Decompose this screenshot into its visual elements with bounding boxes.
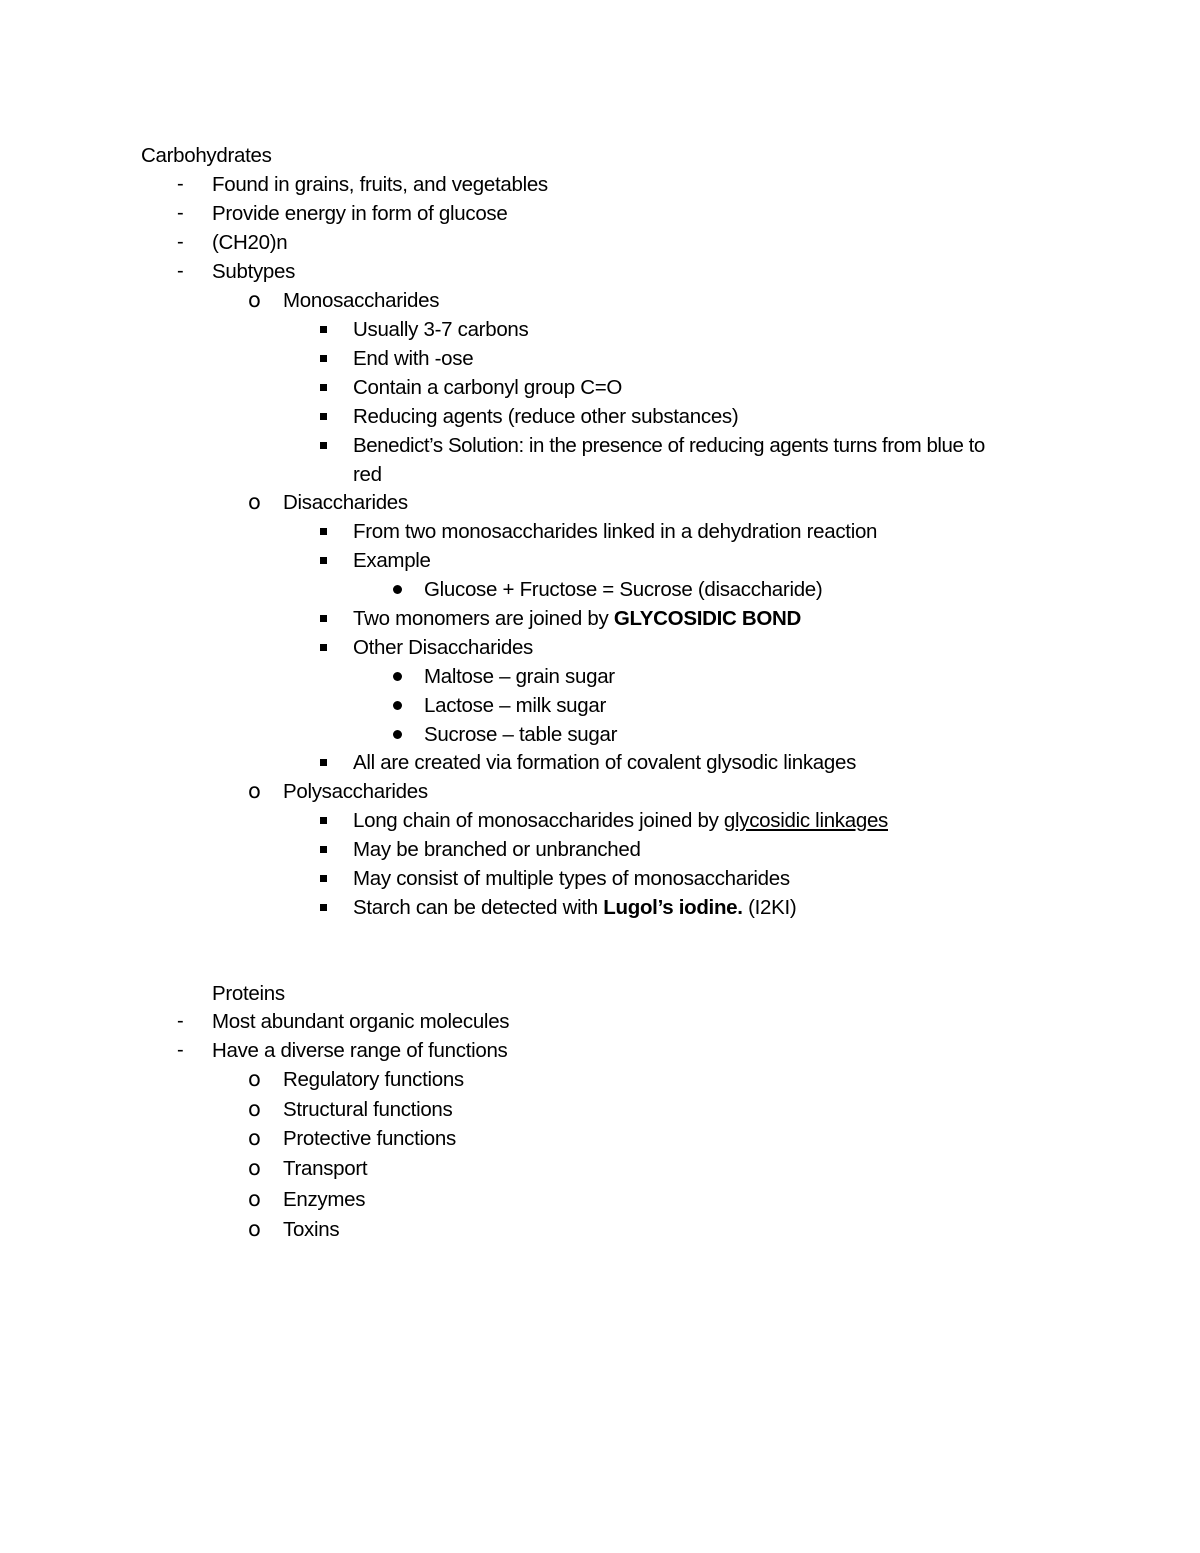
circle-bullet: o bbox=[248, 1126, 261, 1150]
list-item: May consist of multiple types of monosaccharides bbox=[353, 867, 790, 890]
list-item: Lactose – milk sugar bbox=[424, 694, 607, 717]
list-item: May be branched or unbranched bbox=[353, 838, 641, 861]
square-bullet bbox=[320, 413, 327, 420]
section-heading-proteins: Proteins bbox=[212, 982, 285, 1005]
list-item: Sucrose – table sugar bbox=[424, 723, 618, 746]
list-item: Enzymes bbox=[283, 1188, 366, 1211]
dot-bullet bbox=[393, 730, 402, 739]
list-item: Reducing agents (reduce other substances) bbox=[353, 405, 739, 428]
square-bullet bbox=[320, 846, 327, 853]
list-item bbox=[353, 893, 796, 922]
circle-bullet: o bbox=[248, 779, 261, 803]
square-bullet bbox=[320, 615, 327, 622]
list-item: Glucose + Fructose = Sucrose (disaccharide) bbox=[424, 578, 823, 601]
list-item: Maltose – grain sugar bbox=[424, 665, 615, 688]
square-bullet bbox=[320, 644, 327, 651]
dash-bullet: - bbox=[177, 260, 184, 282]
square-bullet bbox=[320, 904, 327, 911]
dash-bullet: - bbox=[177, 202, 184, 224]
dot-bullet bbox=[393, 701, 402, 710]
circle-bullet: o bbox=[248, 1217, 261, 1241]
text-segment: Starch can be detected with bbox=[353, 896, 604, 919]
subtype-label: Disaccharides bbox=[283, 491, 408, 514]
square-bullet bbox=[320, 384, 327, 391]
square-bullet bbox=[320, 326, 327, 333]
square-bullet bbox=[320, 875, 327, 882]
list-item: Provide energy in form of glucose bbox=[212, 202, 508, 225]
bold-term: Lugol’s iodine. bbox=[603, 896, 743, 919]
text-segment: Long chain of monosaccharides joined by bbox=[353, 809, 724, 832]
list-item-continuation: red bbox=[353, 463, 382, 486]
subtype-label: Monosaccharides bbox=[283, 289, 440, 312]
list-item: Transport bbox=[283, 1157, 368, 1180]
list-item: Have a diverse range of functions bbox=[212, 1039, 508, 1062]
section-heading-carbohydrates: Carbohydrates bbox=[141, 144, 272, 167]
text-segment: (I2KI) bbox=[742, 896, 797, 919]
square-bullet bbox=[320, 759, 327, 766]
dash-bullet: - bbox=[177, 173, 184, 195]
square-bullet bbox=[320, 528, 327, 535]
list-item: Benedict’s Solution: in the presence of reducing agents turns from blue to bbox=[353, 434, 985, 457]
list-item: Example bbox=[353, 549, 431, 572]
list-item bbox=[353, 806, 888, 835]
circle-bullet: o bbox=[248, 1097, 261, 1121]
list-item: Regulatory functions bbox=[283, 1068, 464, 1091]
dot-bullet bbox=[393, 585, 402, 594]
list-item: (CH20)n bbox=[212, 231, 288, 254]
list-item: Subtypes bbox=[212, 260, 296, 283]
square-bullet bbox=[320, 557, 327, 564]
list-item: Structural functions bbox=[283, 1098, 453, 1121]
square-bullet bbox=[320, 442, 327, 449]
dash-bullet: - bbox=[177, 231, 184, 253]
circle-bullet: o bbox=[248, 1187, 261, 1211]
circle-bullet: o bbox=[248, 1156, 261, 1180]
list-item: Found in grains, fruits, and vegetables bbox=[212, 173, 548, 196]
circle-bullet: o bbox=[248, 490, 261, 514]
list-item bbox=[353, 604, 801, 633]
circle-bullet: o bbox=[248, 1067, 261, 1091]
square-bullet bbox=[320, 355, 327, 362]
square-bullet bbox=[320, 817, 327, 824]
dash-bullet: - bbox=[177, 1010, 184, 1032]
list-item: From two monosaccharides linked in a dehydration reaction bbox=[353, 520, 878, 543]
list-item: Toxins bbox=[283, 1218, 340, 1241]
underlined-term: glycosidic linkages bbox=[723, 809, 888, 832]
circle-bullet: o bbox=[248, 288, 261, 312]
bold-term: GLYCOSIDIC BOND bbox=[613, 607, 802, 630]
dot-bullet bbox=[393, 672, 402, 681]
list-item: Contain a carbonyl group C=O bbox=[353, 376, 623, 399]
list-item: Usually 3-7 carbons bbox=[353, 318, 529, 341]
list-item: Most abundant organic molecules bbox=[212, 1010, 510, 1033]
list-item: End with -ose bbox=[353, 347, 474, 370]
list-item: All are created via formation of covalent glysodic linkages bbox=[353, 751, 857, 774]
list-item: Protective functions bbox=[283, 1127, 456, 1150]
list-item: Other Disaccharides bbox=[353, 636, 534, 659]
subtype-label: Polysaccharides bbox=[283, 780, 428, 803]
text-segment: Two monomers are joined by bbox=[353, 607, 614, 630]
dash-bullet: - bbox=[177, 1039, 184, 1061]
